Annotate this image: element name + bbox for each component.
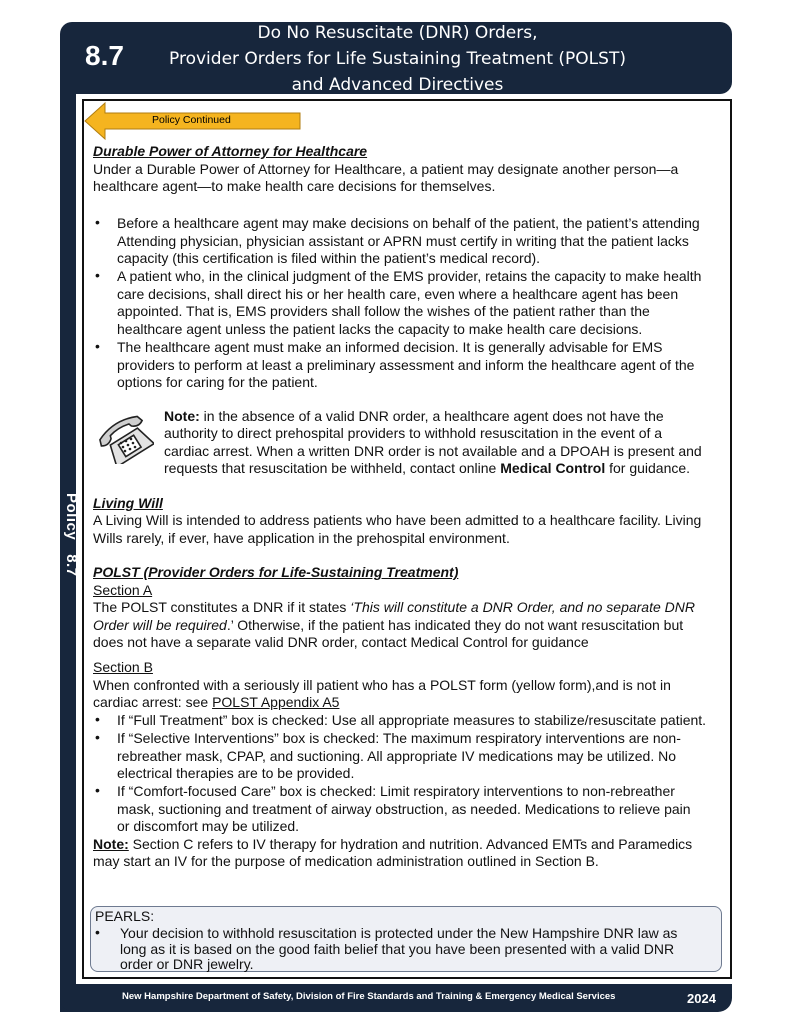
policy-continued-label: Policy Continued (152, 114, 231, 126)
polst-heading: POLST (Provider Orders for Life-Sustaining Treatment) (93, 564, 459, 580)
dpoa-bullet-line: Attending physician, physician assistant or APRN must certify in writing that the patient lacks (117, 233, 689, 249)
section-a-line-1: The POLST constitutes a DNR if it states ‘This will constitute a DNR Order, and no separate DNR (93, 599, 695, 615)
section-b-bullet-line: electrical therapies are to be provided. (117, 765, 355, 781)
dpoa-heading: Durable Power of Attorney for Healthcare (93, 143, 368, 159)
bullet-icon: • (95, 711, 100, 727)
dpoa-bullet-line: A patient who, in the clinical judgment of the EMS provider, retains the capacity to make health (117, 268, 702, 284)
section-b-bullet-line: If “Full Treatment” box is checked: Use all appropriate measures to stabilize/resuscitate patient. (117, 712, 707, 728)
pearls-line: order or DNR jewelry. (120, 956, 254, 972)
dpoa-bullet-line: providers to perform at least a preliminary assessment and inform the healthcare agent of the (117, 357, 695, 373)
section-b-bullet-line: mask, suctioning and treatment of airway obstruction, as needed. Medications to relieve pain (117, 801, 691, 817)
section-a-label: Section A (93, 582, 153, 598)
living-will-heading: Living Will (93, 495, 163, 511)
note-line-1: Note: in the absence of a valid DNR order, a healthcare agent does not have the (164, 408, 664, 424)
policy-title-line: Do No Resuscitate (DNR) Orders, (257, 23, 538, 43)
polst-note-line-1: Note: Section C refers to IV therapy for hydration and nutrition. Advanced EMTs and Paramedics (93, 836, 693, 852)
bullet-icon: • (95, 267, 100, 283)
note-line-4: requests that resuscitation be withheld, contact online Medical Control for guidance. (164, 460, 691, 476)
policy-title-line: Provider Orders for Life Sustaining Treatment (POLST) (169, 49, 626, 69)
dpoa-intro: healthcare agent—to make health care decisions for themselves. (93, 178, 496, 194)
section-b-line-2: cardiac arrest: see POLST Appendix A5 (93, 694, 340, 710)
dpoa-intro: Under a Durable Power of Attorney for Healthcare, a patient may designate another person—a (93, 161, 679, 177)
dpoa-bullet-line: capacity (this certification is filed within the patient’s medical record). (117, 250, 541, 266)
bullet-icon: • (95, 729, 100, 745)
section-a-line-2: Order will be required.’ Otherwise, if the patient has indicated they do not want resuscitation but (93, 617, 684, 633)
section-b-bullet-line: If “Comfort-focused Care” box is checked: Limit respiratory interventions to non-rebreather (117, 783, 675, 799)
note-line-3: cardiac arrest. When a written DNR order is not available and a DPOAH is present and (164, 443, 702, 459)
note-line-2: authority to direct prehospital providers to withhold resuscitation in the event of a (164, 425, 663, 441)
living-will-text: Wills rarely, if ever, have application in the prehospital environment. (93, 530, 510, 546)
section-b-line-1: When confronted with a seriously ill patient who has a POLST form (yellow form),and is not in (93, 677, 671, 693)
pearls-title: PEARLS: (95, 908, 155, 924)
pearls-line: long as it is based on the good faith belief that you have been presented with a valid DNR (120, 941, 675, 957)
section-b-bullet-line: or discomfort may be utilized. (117, 818, 300, 834)
policy-number: 8.7 (85, 40, 124, 71)
dpoa-bullet-line: care decisions, shall direct his or her health care, even where a healthcare agent has been (117, 286, 679, 302)
dpoa-bullet-line: The healthcare agent must make an informed decision. It is generally advisable for EMS (117, 339, 663, 355)
bullet-icon: • (95, 924, 100, 940)
bullet-icon: • (95, 338, 100, 354)
polst-note-line-2: may start an IV for the purpose of medication administration outlined in Section B. (93, 853, 599, 869)
polst-appendix-link[interactable]: POLST Appendix A5 (212, 694, 340, 710)
policy-title-line: and Advanced Directives (291, 75, 504, 95)
pearls-line: Your decision to withhold resuscitation is protected under the New Hampshire DNR law as (120, 925, 678, 941)
footer-year: 2024 (687, 991, 716, 1006)
bullet-icon: • (95, 782, 100, 798)
section-b-bullet-line: rebreather mask, CPAP, and suctioning. All appropriate IV medications may be utilized. No (117, 748, 676, 764)
sidebar-label: Policy 8.7 (63, 493, 80, 577)
dpoa-bullet-line: Before a healthcare agent may make decisions on behalf of the patient, the patient’s attending (117, 215, 700, 231)
dpoa-bullet-line: appointed. That is, EMS providers shall follow the wishes of the patient rather than the (117, 303, 650, 319)
footer-text: New Hampshire Department of Safety, Division of Fire Standards and Training & Emergency Medical Services (122, 991, 616, 1002)
living-will-text: A Living Will is intended to address patients who have been admitted to a healthcare facility. Living (93, 512, 702, 528)
section-a-line-3: does not have a separate valid DNR order, contact Medical Control for guidance (93, 634, 589, 650)
dpoa-bullet-line: options for caring for the patient. (117, 374, 318, 390)
bullet-icon: • (95, 214, 100, 230)
dpoa-bullet-line: healthcare agent unless the patient lacks the capacity to make health care decisions. (117, 321, 643, 337)
policy-title (150, 20, 645, 98)
telephone-icon (98, 412, 154, 464)
section-b-bullet-line: If “Selective Interventions” box is checked: The maximum respiratory interventions are non- (117, 730, 681, 746)
section-b-label: Section B (93, 659, 153, 675)
